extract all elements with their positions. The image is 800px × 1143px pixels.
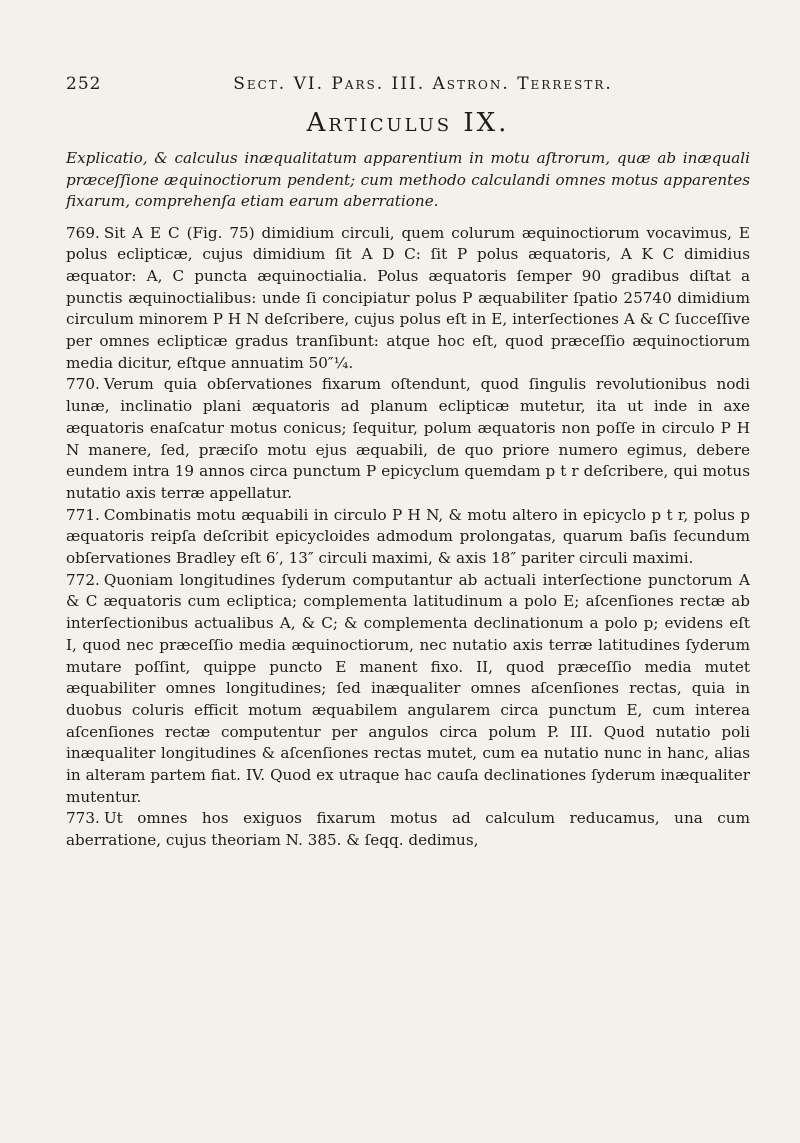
paragraph-772 xyxy=(66,570,750,809)
paragraph-text: Sit A E C (Fig. 75) dimidium circuli, quem colurum æquinoctiorum vocavimus, E polus eclipticæ, cujus dimidium ſit A D C: ſit P polus æquatoris, A K C dimidius æquator: A, C puncta æquinoctialia. Polus æquatoris ſemper 90 gradibus diſtat a punctis æquinoctialibus: unde ſi concipiatur polus P æquabiliter ſpatio 25740 dimidium circulum minorem P H N deſcribere, cujus polus eſt in E, interſectiones A & C ſucceſſive per omnes eclipticæ gradus tranſibunt: atque hoc eſt, quod præceſſio æquinoctiorum media dicitur, eſtque annuatim 50″¼. xyxy=(66,223,750,372)
page-number: 252 xyxy=(66,74,102,94)
chapter-title: Articulus IX. xyxy=(306,108,510,138)
paragraph-number: 772. xyxy=(66,570,100,589)
paragraph-769 xyxy=(66,223,750,375)
paragraph-number: 770. xyxy=(66,375,100,394)
running-head xyxy=(66,74,750,94)
chapter-summary: Explicatio, & calculus inæqualitatum apparentium in motu aſtrorum, quæ ab inæquali præceſſione æquinoctiorum pendent; cum methodo calculandi omnes motus apparentes fixarum, comprehenſa etiam earum aberratione. xyxy=(66,149,750,210)
paragraph-773 xyxy=(66,808,750,851)
paragraph-text: Combinatis motu æquabili in circulo P H N, & motu altero in epicyclo p t r, polus p æquatoris reipſa deſcribit epicycloides admodum prolongatas, quarum baſis ſecundum obſervationes Bradley eſt 6′, 13″ circuli maximi, & axis 18″ pariter circuli maximi. xyxy=(66,505,750,568)
paragraph-number: 773. xyxy=(66,809,100,828)
paragraph-number: 769. xyxy=(66,223,100,242)
paragraph-number: 771. xyxy=(66,505,100,524)
paragraph-771 xyxy=(66,505,750,570)
paragraph-770 xyxy=(66,374,750,504)
paragraph-text: Ut omnes hos exiguos fixarum motus ad calculum reducamus, una cum aberratione, cujus theoriam N. 385. & ſeqq. dedimus, xyxy=(66,809,750,850)
paragraph-text: Quoniam longitudines ſyderum computantur ab actuali interſectione punctorum A & C æquatoris cum ecliptica; complementa latitudinum a polo E; aſcenſiones rectæ ab interſectionibus actualibus A, & C; & complementa declinationum a polo p; evidens eſt I, quod nec præceſſio media æquinoctiorum, nec nutatio axis terræ latitudines ſyderum mutare poſſint, quippe puncto E manent fixo. II, quod præceſſio media mutet æquabiliter omnes longitudines; ſed inæqualiter omnes aſcenſiones rectas, quia in duobus coluris efficit motum æquabilem angularem circa punctum E, cum interea aſcenſiones rectæ computentur per angulos circa polum P. III. Quod nutatio poli inæqualiter longitudines & aſcenſiones rectas mutet, cum ea nutatio nunc in hanc, alias in alteram partem fiat. IV. Quod ex utraque hac cauſa declinationes ſyderum inæqualiter mutentur. xyxy=(66,570,750,806)
paragraph-text: Verum quia obſervationes fixarum oſtendunt, quod ſingulis revolutionibus nodi lunæ, inclinatio plani æquatoris ad planum eclipticæ mutetur, ita ut inde in axe æquatoris enaſcatur motus conicus; ſequitur, polum æquatoris non poſſe in circulo P H N manere, ſed, præciſo motu ejus æquabili, de quo priore numero egimus, debere eundem intra 19 annos circa punctum P epicyclum quemdam p t r deſcribere, qui motus nutatio axis terræ appellatur. xyxy=(66,375,750,502)
running-title: Sect. VI. Pars. III. Astron. Terrestr. xyxy=(233,74,613,94)
